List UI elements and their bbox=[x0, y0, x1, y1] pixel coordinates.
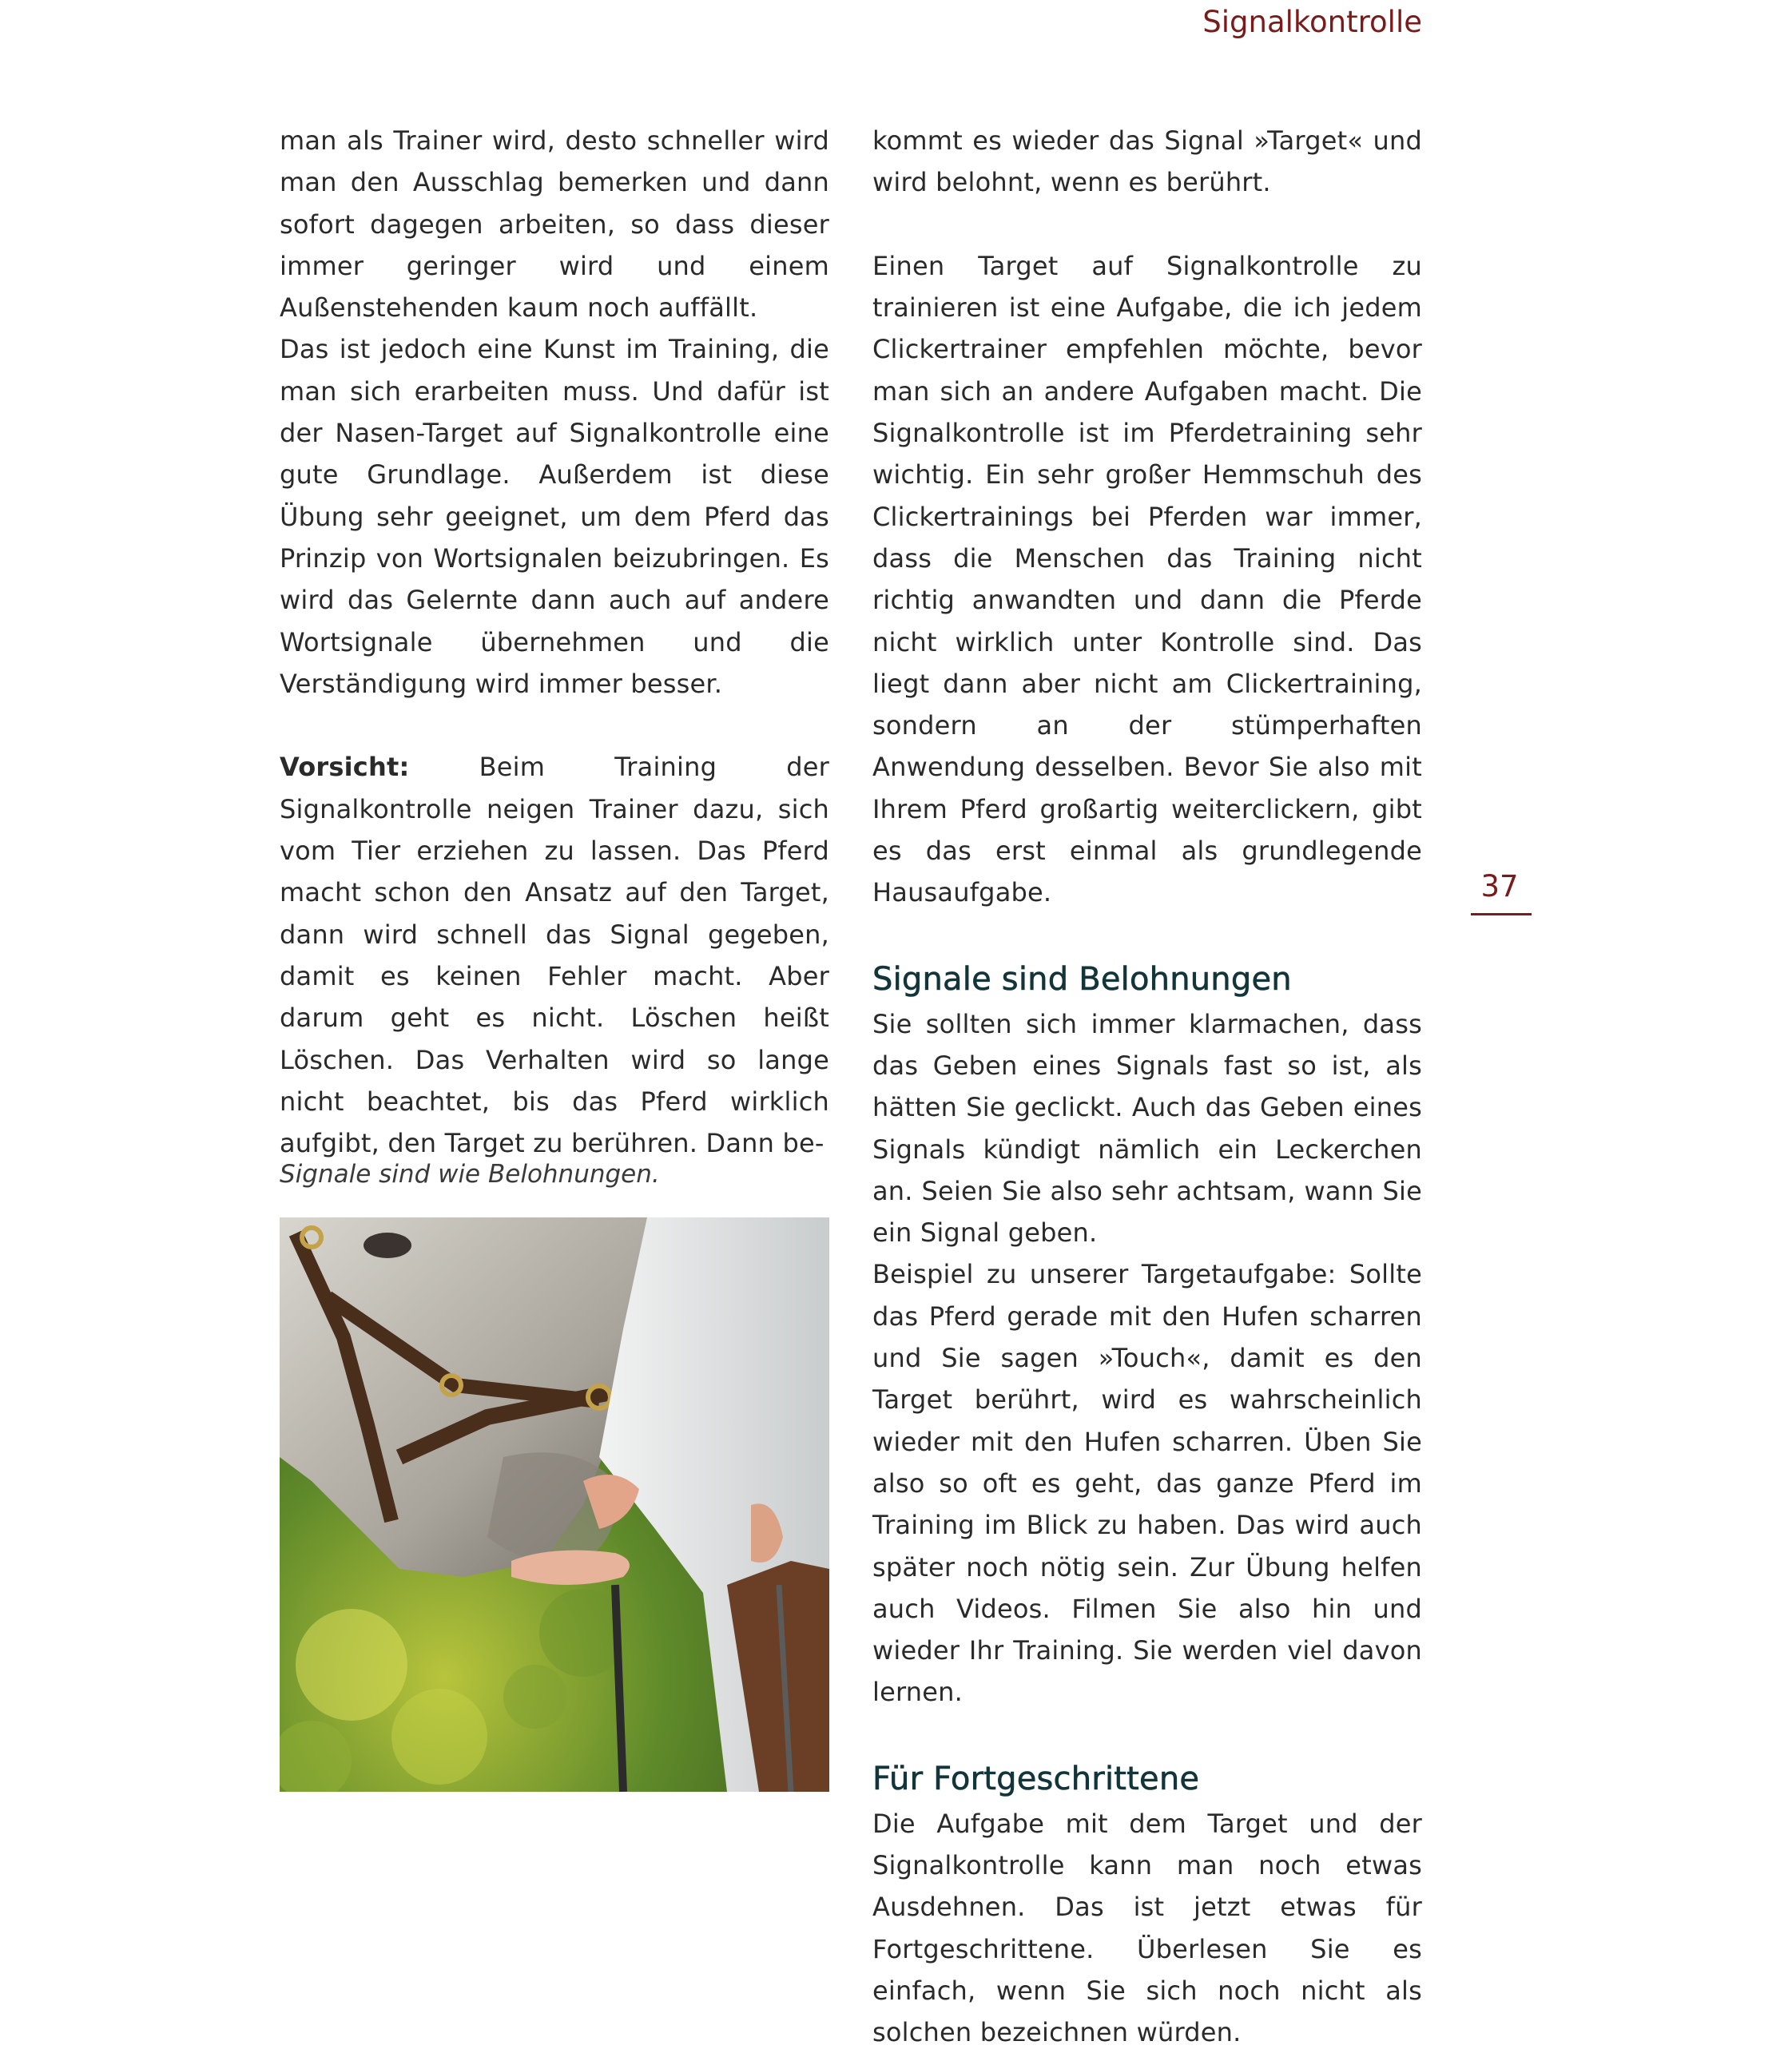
figure-caption: Signale sind wie Belohnungen. bbox=[280, 1160, 660, 1189]
section-heading: Signale sind Belohnungen bbox=[872, 960, 1292, 998]
left-text-column bbox=[280, 120, 829, 1164]
right-text-column bbox=[872, 120, 1422, 2053]
body-paragraph: Beispiel zu unserer Targetaufgabe: Sollte das Pferd gerade mit den Hufen scharren und Sie sagen »Touch«, damit es den Target berührt, wird es wahrscheinlich wieder mit den Hufen scharren. Üben Sie also so oft es geht, das ganze Pferd im Training im Blick zu haben. Das wird auch später noch nötig sein. Zur Übung helfen auch Videos. Filmen Sie also hin und wieder Ihr Training. Sie werden viel davon lernen. bbox=[872, 1259, 1422, 1708]
running-head-section-title: Signalkontrolle bbox=[1202, 5, 1422, 39]
page-number-rule bbox=[1471, 913, 1532, 915]
section-heading: Für Fortgeschrittene bbox=[872, 1760, 1200, 1797]
body-paragraph: man als Trainer wird, desto schneller wird man den Ausschlag bemerken und dann sofort dagegen arbeiten, so dass dieser immer geringer wird und einem Außenstehenden kaum noch auffällt. bbox=[280, 125, 829, 324]
body-paragraph: Sie sollten sich immer klarmachen, dass das Geben eines Signals fast so ist, als hätten Sie geclickt. Auch das Geben eines Signals kündigt nämlich ein Leckerchen an. Seien Sie also sehr achtsam, wann Sie ein Signal geben. bbox=[872, 1008, 1422, 1249]
caution-paragraph bbox=[280, 746, 829, 1164]
body-paragraph: Das ist jedoch eine Kunst im Training, die man sich erarbeiten muss. Und dafür ist der Nasen-Target auf Signalkontrolle eine gute Grundlage. Außerdem ist diese Übung sehr geeignet, um dem Pferd das Prinzip von Wortsignalen beizubringen. Es wird das Gelernte dann auch auf andere Wortsignale übernehmen und die Verständigung wird immer besser. bbox=[280, 334, 829, 699]
caution-text: Beim Training der Signalkontrolle neigen Trainer dazu, sich vom Tier erziehen zu lassen. Das Pferd macht schon den Ansatz auf den Target, dann wird schnell das Signal gegeben, damit es keinen Fehler macht. Aber darum geht es nicht. Löschen heißt Löschen. Das Verhalten wird so lange nicht beachtet, bis das Pferd wirklich aufgibt, den Target zu berühren. Dann be- bbox=[280, 752, 829, 1159]
caution-label: Vorsicht: bbox=[280, 752, 410, 783]
page-number: 37 bbox=[1480, 869, 1519, 903]
body-paragraph: Einen Target auf Signalkontrolle zu trainieren ist eine Aufgabe, die ich jedem Clickertrainer empfehlen möchte, bevor man sich an andere Aufgaben macht. Die Signalkontrolle ist im Pferdetraining sehr wichtig. Ein sehr großer Hemmschuh des Clickertrainings bei Pferden war immer, dass die Menschen das Training nicht richtig anwandten und dann die Pferde nicht wirklich unter Kontrolle sind. Das liegt dann aber nicht am Clickertraining, sondern an der stümperhaften Anwendung desselben. Bevor Sie also mit Ihrem Pferd großartig weiterclickern, gibt es das erst einmal als grundlegende Hausaufgabe. bbox=[872, 250, 1422, 908]
body-paragraph: Die Aufgabe mit dem Target und der Signalkontrolle kann man noch etwas Ausdehnen. Das ist jetzt etwas für Fortgeschrittene. Überlesen Sie es einfach, wenn Sie sich noch nicht als solchen bezeichnen würden. bbox=[872, 1808, 1422, 2048]
body-paragraph: kommt es wieder das Signal »Target« und wird belohnt, wenn es berührt. bbox=[872, 125, 1422, 198]
horse-photo bbox=[280, 1217, 829, 1792]
